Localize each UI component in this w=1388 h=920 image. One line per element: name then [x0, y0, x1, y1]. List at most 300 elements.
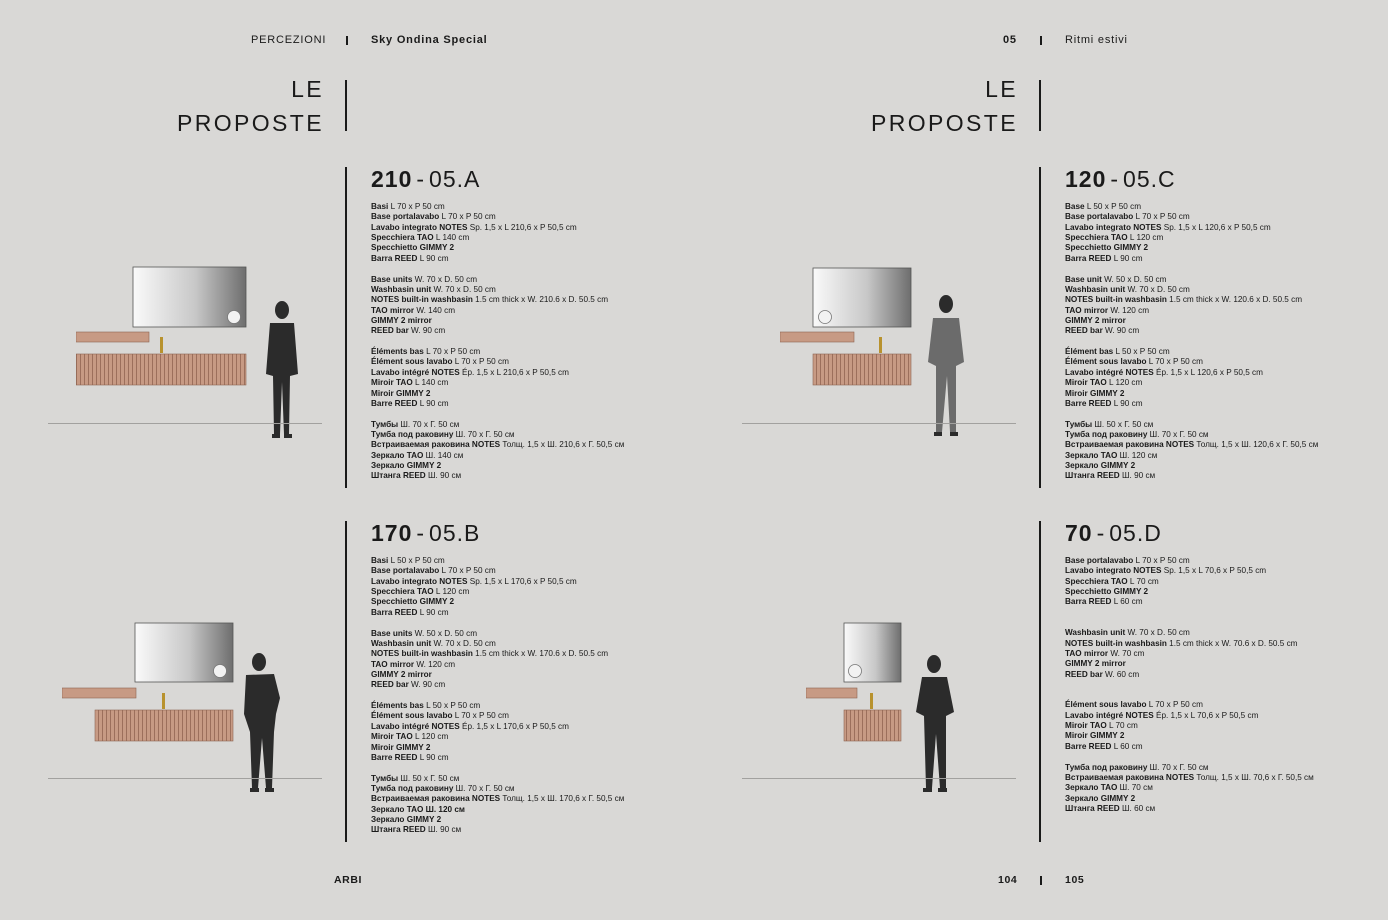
spec-item-name: Встраиваемая раковина NOTES	[1065, 440, 1195, 450]
man-figure	[244, 653, 280, 792]
spec-item-dimensions: L 70 x P 50 cm	[439, 566, 496, 576]
floor-line	[742, 423, 1016, 424]
spec-item-dimensions: Sp. 1,5 x L 170,6 x P 50,5 cm	[467, 576, 577, 586]
spec-item-name: REED bar	[371, 680, 409, 690]
spec-item-name: Basi	[371, 202, 389, 211]
spec-item-name: REED bar	[1065, 326, 1103, 336]
spec-item-dimensions: 1.5 cm thick x W. 210.6 x D. 50.5 cm	[472, 295, 609, 305]
spec-line	[1065, 659, 1365, 669]
illustration-composition-b	[62, 622, 312, 794]
title-line: LE	[291, 76, 324, 102]
spec-item-name: Тумба под раковину	[1065, 430, 1148, 440]
spec-item-dimensions: Ш. 60 см	[1119, 804, 1156, 814]
spec-line	[1065, 357, 1365, 367]
spec-line	[371, 451, 671, 461]
composition-divider	[1039, 521, 1041, 842]
spec-group	[1065, 763, 1365, 815]
spec-item-name: Specchietto GIMMY 2	[371, 597, 455, 607]
spec-line	[1065, 223, 1365, 233]
spec-item-dimensions: L 90 cm	[417, 398, 449, 408]
spec-item-dimensions: Ép. 1,5 x L 120,6 x P 50,5 cm	[1153, 367, 1263, 377]
spec-item-dimensions: L 140 cm	[412, 378, 449, 388]
spec-line	[371, 660, 671, 670]
spec-item-dimensions: L 90 cm	[417, 253, 449, 263]
woman-figure	[916, 655, 954, 792]
spec-item-name: Specchiera TAO	[371, 233, 434, 243]
spec-item-name: Barre REED	[371, 752, 418, 762]
spec-item-name: Barra REED	[1065, 597, 1112, 607]
spec-line	[371, 243, 671, 253]
spec-item-dimensions: Ép. 1,5 x L 210,6 x P 50,5 cm	[459, 367, 569, 377]
spec-line	[1065, 794, 1365, 804]
spec-item-dimensions: L 70 x P 50 cm	[1133, 556, 1190, 565]
spec-item-name: Élément sous lavabo	[1065, 700, 1147, 710]
spec-line	[371, 825, 671, 835]
header-number-right	[1003, 34, 1017, 46]
spec-item-name: Base	[1065, 202, 1085, 211]
title-line: PROPOSTE	[176, 110, 324, 136]
spec-item-dimensions: L 140 cm	[433, 233, 470, 243]
spec-line	[1065, 233, 1365, 243]
woman-figure	[928, 295, 964, 436]
spec-line	[371, 306, 671, 316]
spec-item-dimensions: L 90 cm	[417, 752, 449, 762]
spec-item-dimensions: L 50 x P 50 cm	[388, 556, 445, 565]
faucet	[879, 337, 882, 353]
spec-group	[371, 774, 671, 836]
spec-line	[1065, 783, 1365, 793]
shelf-reed	[806, 688, 857, 698]
spec-item-name: TAO mirror	[371, 659, 415, 669]
spec-item-name: Зеркало TAO	[1065, 783, 1118, 793]
spec-line	[1065, 243, 1365, 253]
spec-line	[371, 440, 671, 450]
spec-line	[371, 347, 671, 357]
mirror-tao	[133, 267, 246, 327]
header-section-label: PERCEZIONI	[251, 34, 327, 46]
spec-line	[1065, 378, 1365, 388]
spec-item-name: GIMMY 2 mirror	[1065, 315, 1126, 325]
spec-item-dimensions: L 70 cm	[1106, 721, 1138, 731]
spec-item-dimensions: Sp. 1,5 x L 70,6 x P 50,5 cm	[1161, 566, 1267, 576]
header-section-right	[1065, 34, 1128, 46]
spec-line	[371, 587, 671, 597]
composition-b	[371, 518, 671, 846]
spec-group	[1065, 556, 1365, 608]
spec-item-name: Specchietto GIMMY 2	[371, 243, 455, 253]
spec-item-dimensions: L 70 x P 50 cm	[439, 212, 496, 222]
composition-heading: 170 - 05.B	[371, 520, 481, 546]
spec-line	[1065, 649, 1365, 659]
spec-item-name: Specchietto GIMMY 2	[1065, 243, 1149, 253]
vanity-notes	[844, 710, 901, 741]
spec-line	[1065, 399, 1365, 409]
spec-line	[371, 680, 671, 690]
spec-item-dimensions: L 60 cm	[1111, 741, 1143, 751]
spec-item-dimensions: L 70 x P 50 cm	[423, 347, 481, 357]
spec-line	[371, 815, 671, 825]
spec-item-dimensions: L 70 x P 50 cm	[388, 202, 445, 211]
spec-line	[371, 566, 671, 576]
spec-item-name: Washbasin unit	[371, 284, 432, 294]
spec-line	[371, 774, 671, 784]
spec-line	[1065, 670, 1365, 680]
vanity-notes	[95, 710, 233, 741]
spec-group	[1065, 347, 1365, 409]
spec-group	[371, 275, 671, 337]
spec-line	[371, 649, 671, 659]
spec-line	[1065, 347, 1365, 357]
spec-item-name: Штанга REED	[1065, 471, 1120, 481]
spec-group	[371, 420, 671, 482]
spec-item-dimensions: W. 120 cm	[1108, 305, 1150, 315]
spec-line	[1065, 275, 1365, 285]
spec-item-dimensions: W. 70 x D. 50 cm	[1125, 628, 1190, 638]
spec-item-name: Miroir GIMMY 2	[1065, 731, 1125, 741]
spec-item-dimensions: Ш. 90 см	[425, 825, 462, 835]
spec-item-name: Barra REED	[371, 607, 418, 617]
spec-item-name: GIMMY 2 mirror	[371, 669, 432, 679]
spec-item-dimensions: Ш. 70 x Г. 50 см	[453, 430, 515, 440]
illustration-composition-c	[780, 266, 980, 441]
spec-item-name: TAO mirror	[1065, 305, 1109, 315]
spec-item-name: TAO mirror	[1065, 648, 1109, 658]
header-section-left	[251, 34, 326, 46]
spec-item-dimensions: L 120 cm	[1127, 233, 1164, 243]
spec-item-name: GIMMY 2 mirror	[371, 315, 432, 325]
spec-group	[1065, 420, 1365, 482]
spec-item-dimensions: L 70 x P 50 cm	[1146, 357, 1203, 367]
spec-line	[1065, 731, 1365, 741]
spec-group	[371, 701, 671, 763]
spec-line	[371, 639, 671, 649]
spec-line	[1065, 202, 1365, 212]
spec-line	[1065, 721, 1365, 731]
spec-item-name: Miroir TAO	[1065, 721, 1107, 731]
header-subtitle: Sky Ondina Special	[371, 34, 488, 46]
spec-line	[371, 212, 671, 222]
header-divider-right	[1040, 36, 1042, 45]
spec-group	[371, 629, 671, 691]
shelf-reed	[76, 332, 149, 342]
spec-line	[371, 233, 671, 243]
spec-item-name: TAO mirror	[371, 305, 415, 315]
spec-item-dimensions: Толщ. 1,5 x Ш. 210,6 x Г. 50,5 см	[500, 440, 625, 450]
illustration-composition-a	[76, 266, 306, 441]
composition-heading: 210 - 05.A	[371, 166, 481, 192]
spec-line	[1065, 285, 1365, 295]
spec-item-name: Зеркало GIMMY 2	[371, 461, 442, 471]
spec-item-dimensions: Толщ. 1,5 x Ш. 170,6 x Г. 50,5 см	[500, 794, 625, 804]
spec-item-name: Lavabo integrato NOTES	[371, 576, 468, 586]
spec-item-dimensions: L 60 cm	[1111, 597, 1143, 607]
spec-line	[371, 753, 671, 763]
composition-a	[371, 164, 671, 492]
spec-item-name: Штанга REED	[371, 825, 426, 835]
spec-item-dimensions: Толщ. 1,5 x Ш. 70,6 x Г. 50,5 см	[1194, 773, 1314, 782]
spec-line	[1065, 440, 1365, 450]
composition-divider	[1039, 167, 1041, 488]
spec-item-name: Élément sous lavabo	[371, 711, 453, 721]
spec-item-dimensions: L 120 cm	[1106, 378, 1143, 388]
spec-line	[371, 368, 671, 378]
spec-item-dimensions: W. 90 cm	[408, 680, 446, 690]
composition-specs	[1065, 202, 1365, 482]
spec-line	[1065, 773, 1365, 783]
spec-item-name: Miroir GIMMY 2	[371, 742, 431, 752]
spec-item-dimensions: W. 70 x D. 50 cm	[431, 638, 496, 648]
spec-item-name: Lavabo integrato NOTES	[371, 222, 468, 232]
spec-item-name: Barre REED	[1065, 741, 1112, 751]
woman-figure	[266, 301, 298, 438]
spec-line	[1065, 597, 1365, 607]
vanity-notes	[813, 354, 911, 385]
spec-item-name: Base portalavabo	[371, 212, 440, 222]
spec-group	[371, 556, 671, 618]
spec-item-dimensions: W. 50 x D. 50 cm	[1101, 274, 1167, 284]
header-section-label-right: Ritmi estivi	[1065, 34, 1128, 46]
spec-item-name: Barre REED	[1065, 398, 1112, 408]
spec-item-name: Éléments bas	[371, 347, 424, 357]
spec-line	[371, 295, 671, 305]
spec-item-name: Base units	[371, 274, 413, 284]
spec-line	[1065, 471, 1365, 481]
spec-line	[1065, 212, 1365, 222]
spec-item-dimensions: W. 50 x D. 50 cm	[412, 628, 478, 638]
spec-item-name: Тумба под раковину	[371, 784, 454, 794]
spec-group	[371, 347, 671, 409]
spec-line	[371, 629, 671, 639]
floor-line	[48, 778, 322, 779]
spec-line	[371, 399, 671, 409]
spec-line	[371, 711, 671, 721]
spec-item-name: REED bar	[371, 326, 409, 336]
spec-line	[371, 784, 671, 794]
spec-item-name: Зеркало TAO	[1065, 450, 1118, 460]
spec-item-name: NOTES built-in washbasin	[371, 649, 473, 659]
spec-item-dimensions: L 50 x P 50 cm	[423, 701, 481, 711]
spec-item-dimensions: Ш. 140 см	[423, 450, 464, 460]
spec-item-dimensions: L 90 cm	[417, 607, 449, 617]
spec-item-name: Зеркало GIMMY 2	[1065, 793, 1136, 803]
spec-item-dimensions: Толщ. 1,5 x Ш. 120,6 x Г. 50,5 см	[1194, 440, 1319, 450]
spec-line	[371, 461, 671, 471]
spec-item-dimensions: Ш. 50 x Г. 50 см	[1092, 419, 1154, 429]
spec-item-name: Élément sous lavabo	[371, 357, 453, 367]
spec-line	[371, 701, 671, 711]
spec-item-name: Lavabo intégré NOTES	[371, 721, 460, 731]
spec-line	[1065, 368, 1365, 378]
composition-divider	[345, 167, 347, 488]
spec-item-name: Тумбы	[371, 773, 399, 783]
mirror-tao	[813, 268, 911, 327]
composition-specs	[371, 202, 671, 482]
vanity-notes	[76, 354, 246, 385]
spec-line	[371, 389, 671, 399]
spec-item-name: Specchiera TAO	[371, 587, 434, 597]
spec-item-name: Lavabo integrato NOTES	[1065, 222, 1162, 232]
spec-item-name: Зеркало GIMMY 2	[1065, 461, 1136, 471]
spec-item-dimensions: Ш. 70 x Г. 50 см	[398, 419, 460, 429]
spec-item-name: Specchietto GIMMY 2	[1065, 587, 1149, 597]
spec-item-dimensions: W. 140 cm	[414, 305, 456, 315]
spec-line	[1065, 461, 1365, 471]
spec-item-name: Встраиваемая раковина NOTES	[371, 794, 501, 804]
faucet	[162, 693, 165, 709]
spec-line	[371, 357, 671, 367]
spec-item-name: Miroir TAO	[371, 378, 413, 388]
spec-item-name: Встраиваемая раковина NOTES	[1065, 773, 1195, 782]
spec-line	[371, 577, 671, 587]
spec-item-name: Lavabo intégré NOTES	[1065, 367, 1154, 377]
header-divider-left	[346, 36, 348, 45]
spec-line	[1065, 451, 1365, 461]
spec-item-dimensions: W. 90 cm	[1102, 326, 1140, 336]
floor-line	[742, 778, 1016, 779]
spec-line	[371, 430, 671, 440]
spec-item-dimensions: 1.5 cm thick x W. 170.6 x D. 50.5 cm	[472, 649, 609, 659]
spec-item-name: Washbasin unit	[1065, 284, 1126, 294]
title-line: PROPOSTE	[870, 110, 1018, 136]
spec-line	[371, 202, 671, 212]
spec-line	[1065, 742, 1365, 752]
spec-item-name: Miroir GIMMY 2	[371, 388, 431, 398]
spec-item-name: Barra REED	[371, 253, 418, 263]
spec-line	[371, 420, 671, 430]
spec-item-dimensions: L 50 x P 50 cm	[1113, 347, 1170, 357]
spec-item-name: Éléments bas	[371, 701, 424, 711]
spec-item-name: Washbasin unit	[371, 638, 432, 648]
spec-line	[1065, 556, 1365, 566]
spec-item-name: Тумба под раковину	[371, 430, 454, 440]
spec-item-dimensions: Ш. 90 см	[1119, 471, 1156, 481]
spec-item-name: Зеркало TAO	[371, 450, 424, 460]
spec-line	[371, 223, 671, 233]
spec-line	[1065, 577, 1365, 587]
spec-item-dimensions: L 70 x P 50 cm	[452, 711, 509, 721]
spec-item-dimensions: L 70 x P 50 cm	[1146, 700, 1203, 710]
spec-line	[371, 670, 671, 680]
spec-line	[1065, 700, 1365, 710]
spec-line	[1065, 389, 1365, 399]
spec-item-name: GIMMY 2 mirror	[1065, 659, 1126, 669]
spec-line	[371, 316, 671, 326]
spec-item-dimensions: Ш. 70 x Г. 50 см	[1147, 762, 1209, 772]
spec-item-dimensions: Sp. 1,5 x L 210,6 x P 50,5 cm	[467, 222, 577, 232]
spec-item-name: Barra REED	[1065, 253, 1112, 263]
spec-item-name: Зеркало TAO Ш. 120 см	[371, 804, 465, 814]
spec-line	[371, 556, 671, 566]
footer-brand: ARBI	[334, 874, 363, 886]
title-divider-right	[1039, 80, 1041, 131]
spec-line	[371, 326, 671, 336]
spec-item-dimensions: L 90 cm	[1111, 253, 1143, 263]
spec-line	[1065, 316, 1365, 326]
header-subtitle-left	[371, 34, 488, 46]
composition-heading: 70 - 05.D	[1065, 520, 1162, 546]
spec-item-name: Base unit	[1065, 274, 1102, 284]
composition-specs	[371, 556, 671, 836]
spec-item-name: NOTES built-in washbasin	[1065, 638, 1167, 648]
spec-line	[371, 794, 671, 804]
spec-line	[1065, 628, 1365, 638]
spec-item-dimensions: W. 70 x D. 50 cm	[412, 274, 478, 284]
spec-item-dimensions: Ép. 1,5 x L 170,6 x P 50,5 cm	[459, 721, 569, 731]
spec-item-dimensions: Ép. 1,5 x L 70,6 x P 50,5 cm	[1153, 710, 1259, 720]
spec-item-dimensions: W. 70 x D. 50 cm	[431, 284, 496, 294]
composition-specs	[1065, 556, 1365, 814]
spec-line	[371, 471, 671, 481]
title-divider-left	[345, 80, 347, 131]
spec-item-name: Barre REED	[371, 398, 418, 408]
spec-item-name: Lavabo intégré NOTES	[371, 367, 460, 377]
spec-group	[1065, 202, 1365, 264]
spec-item-name: Specchiera TAO	[1065, 576, 1128, 586]
spec-item-name: Тумба под раковину	[1065, 762, 1148, 772]
spec-item-name: REED bar	[1065, 669, 1103, 679]
spec-line	[371, 743, 671, 753]
spec-line	[1065, 587, 1365, 597]
composition-d	[1065, 518, 1365, 825]
spec-item-name: Base portalavabo	[1065, 556, 1134, 565]
spec-item-dimensions: Ш. 120 см	[1117, 450, 1158, 460]
spec-item-dimensions: Sp. 1,5 x L 120,6 x P 50,5 cm	[1161, 222, 1271, 232]
spec-line	[371, 805, 671, 815]
spec-item-name: Miroir TAO	[371, 732, 413, 742]
floor-line	[48, 423, 322, 424]
spec-group	[1065, 275, 1365, 337]
spec-item-dimensions: W. 70 x D. 50 cm	[1125, 284, 1190, 294]
spec-line	[1065, 295, 1365, 305]
spec-item-dimensions: L 70 x P 50 cm	[452, 357, 509, 367]
spec-line	[1065, 566, 1365, 576]
spec-item-name: Тумбы	[1065, 419, 1093, 429]
spec-item-name: Élément sous lavabo	[1065, 357, 1147, 367]
title-line: LE	[985, 76, 1018, 102]
faucet	[160, 337, 163, 353]
footer-divider	[1040, 876, 1042, 885]
composition-heading: 120 - 05.C	[1065, 166, 1176, 192]
spec-line	[371, 722, 671, 732]
spec-item-name: Зеркало GIMMY 2	[371, 815, 442, 825]
spec-item-name: Штанга REED	[1065, 804, 1120, 814]
page-title-right	[818, 72, 1018, 140]
spec-line	[371, 285, 671, 295]
spec-item-name: Lavabo integrato NOTES	[1065, 566, 1162, 576]
spec-item-dimensions: Ш. 50 x Г. 50 см	[398, 773, 460, 783]
spec-item-name: Встраиваемая раковина NOTES	[371, 440, 501, 450]
header-number: 05	[1003, 34, 1017, 46]
shelf-reed	[62, 688, 136, 698]
spec-group	[1065, 628, 1365, 680]
mirror-tao	[844, 623, 901, 682]
spec-item-dimensions: Ш. 70 x Г. 50 см	[1147, 430, 1209, 440]
spec-item-dimensions: Ш. 70 см	[1117, 783, 1153, 793]
spec-item-name: Miroir GIMMY 2	[1065, 388, 1125, 398]
spec-item-name: Basi	[371, 556, 389, 565]
spec-item-name: Miroir TAO	[1065, 378, 1107, 388]
spec-item-dimensions: Ш. 70 x Г. 50 см	[453, 784, 515, 794]
spec-item-name: NOTES built-in washbasin	[1065, 295, 1167, 305]
spec-group	[1065, 700, 1365, 752]
spec-line	[371, 275, 671, 285]
spec-line	[1065, 326, 1365, 336]
page-number-right: 105	[1065, 874, 1085, 886]
spec-item-dimensions: W. 90 cm	[408, 326, 446, 336]
spec-item-dimensions: W. 60 cm	[1102, 669, 1140, 679]
spec-item-name: Base units	[371, 628, 413, 638]
page-title-left	[124, 72, 324, 140]
